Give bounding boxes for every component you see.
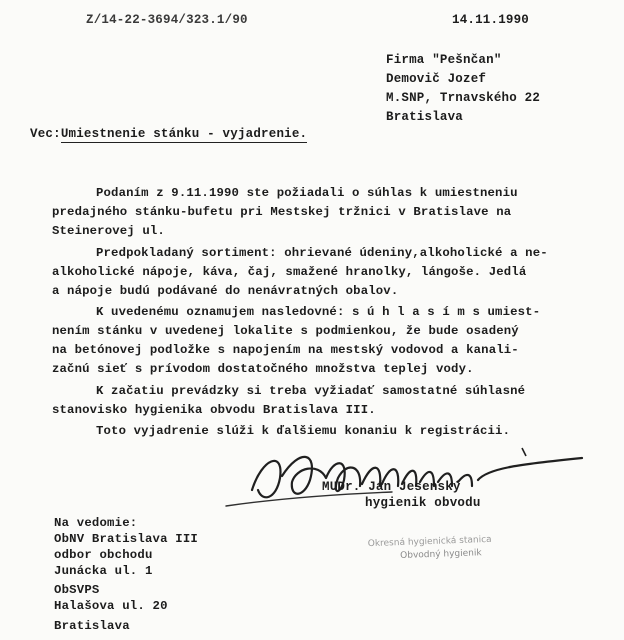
recipient-line-3: M.SNP, Trnavského 22 bbox=[386, 91, 541, 105]
body-line: a nápoje budú podávané do nenávratných obalov. bbox=[52, 284, 399, 298]
letter-date: 14.11.1990 bbox=[452, 13, 530, 27]
body-line: na betónovej podložke s napojením na mestský vodovod a kanali- bbox=[52, 343, 519, 357]
subject-label: Vec: bbox=[30, 127, 61, 141]
body-line: nením stánku v uvedenej lokalite s podmienkou, že bude osadený bbox=[52, 324, 519, 338]
cc-line: odbor obchodu bbox=[54, 548, 153, 562]
cc-line: ObSVPS bbox=[54, 583, 100, 597]
signatory-name: MUDr. Ján Jesenský bbox=[322, 480, 461, 494]
recipient-line-2: Demovič Jozef bbox=[386, 72, 487, 86]
cc-line: Bratislava bbox=[54, 619, 130, 633]
body-line: Podaním z 9.11.1990 ste požiadali o súhlas k umiestneniu bbox=[96, 186, 518, 200]
official-stamp bbox=[368, 534, 493, 564]
stamp-line-1: Okresná hygienická stanica bbox=[367, 534, 492, 550]
body-line: Toto vyjadrenie slúži k ďalšiemu konaniu k registrácii. bbox=[96, 424, 511, 438]
recipient-line-1: Firma "Pešnčan" bbox=[386, 53, 502, 67]
cc-label: Na vedomie: bbox=[54, 516, 138, 530]
body-line: predajného stánku-bufetu pri Mestskej tržnici v Bratislave na bbox=[52, 205, 512, 219]
body-line: K začatiu prevádzky si treba vyžiadať samostatné súhlasné bbox=[96, 384, 526, 398]
cc-line: Junácka ul. 1 bbox=[54, 564, 153, 578]
body-line: stanovisko hygienika obvodu Bratislava III. bbox=[52, 403, 376, 417]
signatory-title: hygienik obvodu bbox=[365, 496, 481, 510]
body-line: K uvedenému oznamujem nasledovné: s ú h l a s í m s umiest- bbox=[96, 305, 541, 319]
cc-line: ObNV Bratislava III bbox=[54, 532, 199, 546]
body-line: alkoholické nápoje, káva, čaj, smažené hranolky, lángoše. Jedlá bbox=[52, 265, 527, 279]
body-line: Predpokladaný sortiment: ohrievané údeniny,alkoholické a ne- bbox=[96, 246, 548, 260]
body-line: začnú sieť s prívodom dostatočného množstva teplej vody. bbox=[52, 362, 474, 376]
subject-text: Umiestnenie stánku - vyjadrenie. bbox=[60, 127, 308, 141]
subject-line bbox=[30, 127, 307, 142]
cc-line: Halašova ul. 20 bbox=[54, 599, 168, 613]
stamp-line-2: Obvodný hygienik bbox=[400, 548, 482, 562]
reference-number: Z/14-22-3694/323.1/90 bbox=[86, 13, 248, 27]
recipient-line-4: Bratislava bbox=[386, 110, 464, 124]
body-line: Steinerovej ul. bbox=[52, 224, 165, 238]
